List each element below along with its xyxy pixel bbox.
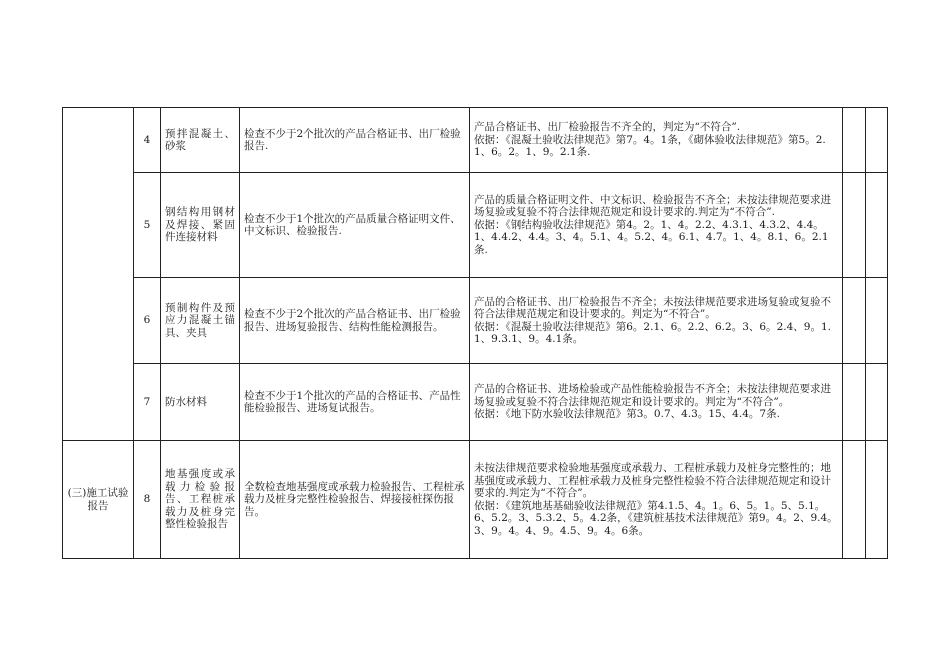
group-cell-empty [63,108,134,441]
table-row [63,364,888,441]
check-requirement: 全数检查地基强度或承载力检验报告、工程桩承载力及桩身完整性检验报告、焊接接桩探伤报告。 [240,441,470,559]
result-cell [843,278,866,364]
criteria-line: 产品合格证书、出厂检验报告不齐全的，判定为“不符合”. [474,121,741,134]
result-cell [843,364,866,441]
check-requirement: 检查不少于2个批次的产品合格证书、出厂检验报告、进场复验报告、结构性能检测报告。 [240,278,470,364]
row-number: 6 [134,278,161,364]
criteria-basis: 依据：《建筑地基基础验收法律规范》第4.1.5、4。1。6、5。1。5、5.1。6、5.2。3、5.3.2、5。4.2条，《建筑桩基技术法律规范》第9。4。2、9.4。3、9。4。4、9。4.5、9。4。6条。 [474,499,838,537]
remark-cell [866,173,888,278]
inspection-table [62,107,888,559]
criteria-line: 产品的质量合格证明文件、中文标识、检验报告不齐全；未按法律规范要求进场复验或复验不符合法律规范规定和设计要求的.判定为“不符合”. [474,193,831,219]
table-row [63,173,888,278]
criteria-basis: 依据：《混凝土验收法律规范》第7。4。1条，《砌体验收法律规范》第5。2.1、6。2。1、9。2.1条. [474,133,826,159]
judgement-criteria [470,108,843,173]
group-label: (三)施工试验报告 [63,441,134,559]
judgement-criteria [470,441,843,559]
row-number: 7 [134,364,161,441]
result-cell [843,108,866,173]
remark-cell [866,278,888,364]
remark-cell [866,108,888,173]
criteria-basis: 依据：《地下防水验收法律规范》第3。0.7、4.3。15、4.4。7条. [474,408,780,421]
result-cell [843,441,866,559]
judgement-criteria [470,173,843,278]
item-name: 地基强度或承载力检验报告、工程桩承载力及桩身完整性检验报告 [161,441,240,559]
remark-cell [866,364,888,441]
judgement-criteria [470,364,843,441]
item-name: 预拌混凝土、砂浆 [161,108,240,173]
check-requirement: 检查不少于1个批次的产品的合格证书、产品性能检验报告、进场复试报告。 [240,364,470,441]
table-row [63,108,888,173]
criteria-basis: 依据：《钢结构验收法律规范》第4。2。1、4。2.2、4.3.1、4.3.2、4.4。1、4.4.2、4.4。3、4。5.1、4。5.2、4。6.1、4.7。1、4。8.1、6。2.1条. [474,218,829,256]
result-cell [843,173,866,278]
remark-cell [866,441,888,559]
criteria-line: 产品的合格证书、进场检验或产品性能检验报告不齐全；未按法律规范要求进场复验或复验不符合法律规范规定和设计要求的。判定为“不符合”。 [474,383,831,408]
row-number: 4 [134,108,161,173]
item-name: 预制构件及预应力混凝土锚具、夹具 [161,278,240,364]
criteria-line: 未按法律规范要求检验地基强度或承载力、工程桩承载力及桩身完整性的；地基强度或承载力、工程桩承载力及桩身完整性检验不符合法律规范规定和设计要求的.判定为“不符合”。 [474,462,831,499]
row-number: 8 [134,441,161,559]
criteria-line: 产品的合格证书、出厂检验报告不齐全；未按法律规范要求进场复验或复验不符合法律规范规定和设计要求的。判定为“不符合”。 [474,295,831,320]
judgement-criteria [470,278,843,364]
criteria-basis: 依据：《混凝土验收法律规范》第6。2.1、6。2.2、6.2。3、6。2.4、9。1.1、9.3.1、9。4.1条。 [474,320,831,345]
table-row [63,278,888,364]
item-name: 钢结构用钢材及焊接、紧固件连接材料 [161,173,240,278]
check-requirement: 检查不少于1个批次的产品质量合格证明文件、中文标识、检验报告. [240,173,470,278]
row-number: 5 [134,173,161,278]
table-row [63,441,888,559]
check-requirement: 检查不少于2个批次的产品合格证书、出厂检验报告. [240,108,470,173]
item-name: 防水材料 [161,364,240,441]
